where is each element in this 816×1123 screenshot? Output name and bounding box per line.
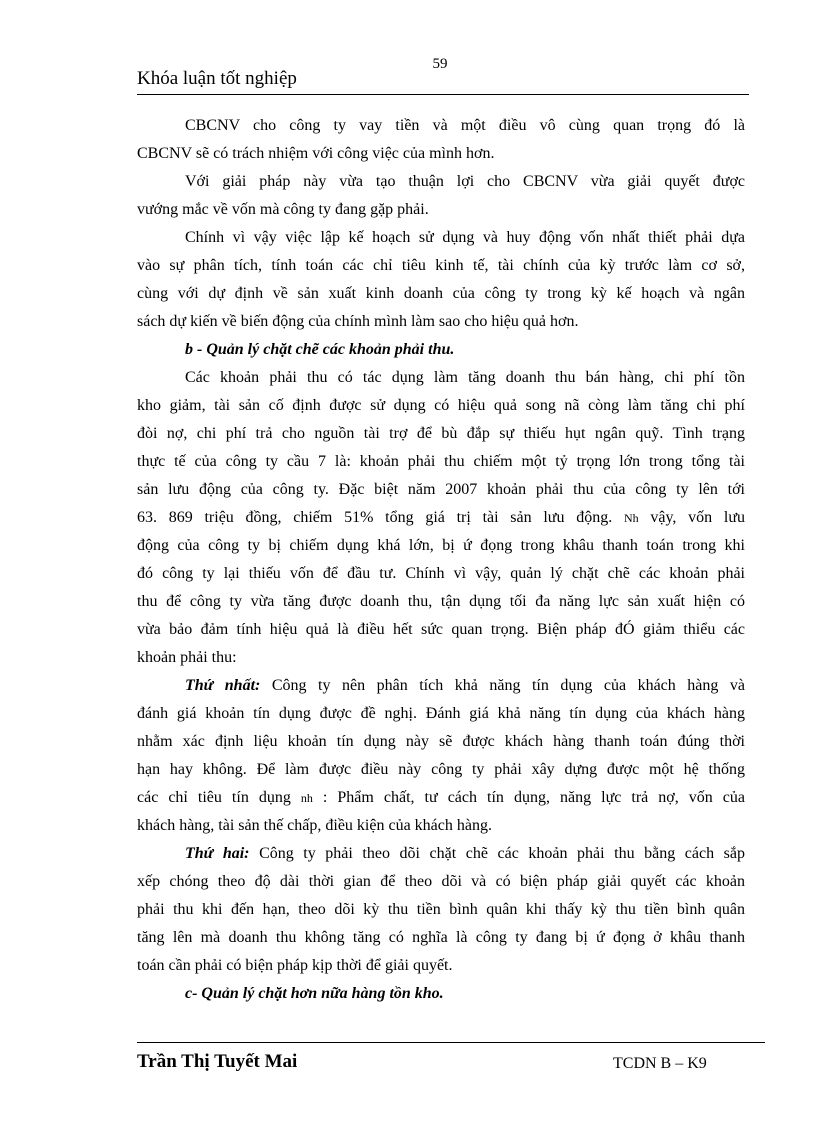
text-run: Công ty nên phân tích khả năng tín dụng của khách hàng và — [271, 677, 746, 694]
paragraph-line: động của công ty bị chiếm dụng khá lớn, bị ứ đọng trong khâu thanh toán trong khi — [137, 537, 745, 554]
paragraph-line: đòi nợ, chi phí trả cho nguồn tài trợ để bù đắp sự thiếu hụt ngân quỹ. Tình trạng — [137, 425, 745, 442]
header-title: Khóa luận tốt nghiệp — [137, 68, 297, 89]
first-point-label: Thứ nhất: — [185, 677, 261, 694]
paragraph-line — [137, 672, 745, 700]
paragraph-line: thu để công ty vừa tăng được doanh thu, tận dụng tối đa năng lực sản xuất hiện có — [137, 593, 745, 610]
footer-class-code: TCDN B – K9 — [613, 1055, 707, 1072]
paragraph-line: thực tế của công ty cầu 7 là: khoản phải thu chiếm một tỷ trọng lớn trong tổng tài — [137, 453, 745, 470]
paragraph-line: khoản phải thu: — [137, 649, 237, 666]
paragraph-line: phải thu khi đến hạn, theo dõi kỳ thu tiền bình quân khi thấy kỳ thu tiền bình quân — [137, 901, 745, 918]
paragraph-line: khách hàng, tài sản thế chấp, điều kiện của khách hàng. — [137, 817, 492, 834]
paragraph-line: đánh giá khoản tín dụng được đề nghị. Đánh giá khả năng tín dụng của khách hàng — [137, 705, 745, 722]
footer-rule — [137, 1042, 765, 1043]
text-run: : Phẩm chất, tư cách tín dụng, năng lực trả nợ, vốn của — [322, 789, 745, 806]
paragraph-line: Với giải pháp này vừa tạo thuận lợi cho CBCNV vừa giải quyết được — [185, 173, 745, 190]
paragraph-line: kho giảm, tài sản cố định được sử dụng có hiệu quả song nã còng làm tăng chi phí — [137, 397, 745, 414]
text-run: các chỉ tiêu tín dụng — [137, 789, 291, 806]
document-body — [137, 112, 745, 1008]
paragraph-line: xếp chóng theo độ dài thời gian để theo dõi và có biện pháp giải quyết các khoản — [137, 873, 745, 890]
small-text-run: Nh — [623, 511, 639, 525]
text-run: 63. 869 triệu đồng, chiếm 51% tổng giá trị tài sản lưu động. — [137, 509, 613, 526]
paragraph-line: hạn hay không. Để làm được điều này công ty phải xây dựng được một hệ thống — [137, 761, 745, 778]
paragraph-line: vừa bảo đảm tính hiệu quả là điều hết sức quan trọng. Biện pháp đÓ giảm thiểu các — [137, 621, 745, 638]
paragraph-line — [137, 840, 745, 868]
small-text-run: nh — [300, 791, 313, 805]
paragraph-line: Các khoản phải thu có tác dụng làm tăng doanh thu bán hàng, chi phí tồn — [185, 369, 745, 386]
paragraph-line: Chính vì vậy việc lập kế hoạch sử dụng và huy động vốn nhất thiết phải dựa — [185, 229, 745, 246]
section-heading-b: b - Quản lý chặt chẽ các khoản phải thu. — [185, 341, 455, 358]
paragraph-line: đó công ty lại thiếu vốn để đầu tư. Chính vì vậy, quản lý chặt chẽ các khoản phải — [137, 565, 745, 582]
paragraph-line — [137, 784, 745, 812]
paragraph-line — [137, 504, 745, 532]
text-run: vậy, vốn lưu — [650, 509, 745, 526]
paragraph-line: vướng mắc về vốn mà công ty đang gặp phải. — [137, 201, 429, 218]
paragraph-line: tăng lên mà doanh thu không tăng có nghĩa là công ty đang bị ứ đọng ở khâu thanh — [137, 929, 745, 946]
header-rule — [137, 94, 749, 95]
paragraph-line: toán cần phải có biện pháp kịp thời để giải quyết. — [137, 957, 453, 974]
page-number: 59 — [432, 56, 448, 72]
paragraph-line: cùng với dự định về sản xuất kinh doanh của công ty trong kỳ kế hoạch và ngân — [137, 285, 745, 302]
paragraph-line: CBCNV cho công ty vay tiền và một điều vô cùng quan trọng đó là — [185, 117, 745, 134]
paragraph-line: nhằm xác định liệu khoản tín dụng này sẽ được khách hàng thanh toán đúng thời — [137, 733, 745, 750]
paragraph-line: vào sự phân tích, tính toán các chỉ tiêu kinh tế, tài chính của kỳ trước làm cơ sở, — [137, 257, 745, 274]
section-heading-c: c- Quản lý chặt hơn nữa hàng tồn kho. — [185, 985, 444, 1002]
paragraph-line: CBCNV sẽ có trách nhiệm với công việc của mình hơn. — [137, 145, 495, 162]
footer-author: Trần Thị Tuyết Mai — [137, 1051, 298, 1072]
second-point-label: Thứ hai: — [185, 845, 250, 862]
paragraph-line: sách dự kiến về biến động của chính mình làm sao cho hiệu quả hơn. — [137, 313, 579, 330]
text-run: Công ty phải theo dõi chặt chẽ các khoản phải thu bằng cách sắp — [259, 845, 746, 862]
paragraph-line: sản lưu động của công ty. Đặc biệt năm 2007 khoản phải thu của công ty lên tới — [137, 481, 745, 498]
